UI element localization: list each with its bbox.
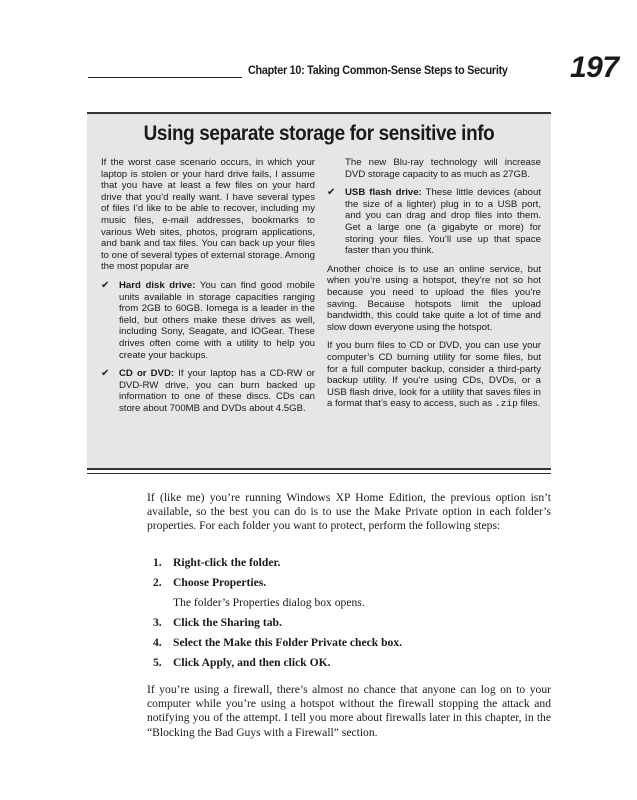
online-service-paragraph: Another choice is to use an online service, but when you’re using a hotspot, they’re not so hot because you need to upload the files you’re saving. Because hotspots limit the upload bandwidth, this could take quite a lot of time and slow down everyone using the hotspot. — [327, 263, 541, 333]
sidebar-right-column — [327, 157, 541, 417]
checkmark-icon: ✔ — [101, 368, 110, 380]
bullet-term: Hard disk drive: — [119, 279, 196, 291]
bullet-term: USB flash drive: — [345, 187, 422, 199]
bullet-hard-disk — [101, 280, 315, 361]
step-item — [153, 613, 553, 633]
steps-list — [153, 553, 553, 673]
sidebar-intro: If the worst case scenario occurs, in which your laptop is stolen or your hard drive fails, I assume that you have at least a few files on your hard drive that you’d really want. I have several types of files I’d like to be able to recover, including my music files, e-mail addresses, bookmarks to various Web sites, photos, program applications, and bank and tax files. You can back up your files to one of several types of external storage. Among the most popular are — [101, 157, 315, 273]
bullet-usb — [327, 187, 541, 257]
step-label: Click the Sharing tab. — [173, 616, 282, 629]
bullet-term: CD or DVD: — [119, 368, 175, 380]
burn-text-end: files. — [520, 398, 541, 410]
step-number: 5. — [153, 656, 162, 669]
step-item — [153, 573, 553, 593]
page-number: 197 — [570, 51, 619, 84]
checkmark-icon: ✔ — [101, 279, 110, 291]
step-label: Click Apply, and then click OK. — [173, 656, 331, 669]
zip-code: .zip — [494, 398, 518, 410]
step-label: Right-click the folder. — [173, 556, 281, 569]
sidebar-title: Using separate storage for sensitive info — [143, 122, 495, 145]
step-item — [153, 553, 553, 573]
step-number: 1. — [153, 556, 162, 569]
bullet-text: If your laptop has a CD-RW or DVD-RW drive, you can burn backed up information to one of these discs. CDs can store about 700MB and DVDs about 4.5GB. — [119, 368, 316, 414]
step-item — [153, 633, 553, 653]
step-number: 4. — [153, 636, 162, 649]
checkmark-icon: ✔ — [327, 187, 336, 199]
bullet-text: You can find good mobile units available in storage capacities ranging from 2GB to 60GB. Iomega is a leader in the field, but others make these drives as well, including Sony, Seagate, and IOGear. These drives often come with a utility to help you create your backups. — [119, 279, 316, 361]
bluray-continuation: The new Blu-ray technology will increase DVD storage capacity to as much as 27GB. — [345, 157, 541, 180]
sidebar-box — [87, 112, 551, 470]
header-rule — [88, 77, 242, 78]
burn-text: If you burn files to CD or DVD, you can use your computer’s CD burning utility for some files, but for a full computer backup, consider a third-party backup utility. If you’re using CDs, DVDs, or a USB flash drive, look for a utility that saves files in a format that’s easy to access, such as — [327, 340, 541, 410]
step-item — [153, 653, 553, 673]
step-number: 3. — [153, 616, 162, 629]
step-label: Select the Make this Folder Private check box. — [173, 636, 403, 649]
step-label: Choose Properties. — [173, 576, 267, 589]
bullet-text: These little devices (about the size of a lighter) plug in to a USB port, and you can drag and drop files into them. Get a large one (a gigabyte or more) for storing your files. You’ll use up that space faster than you think. — [345, 187, 541, 257]
chapter-title: Chapter 10: Taking Common-Sense Steps to Security — [248, 63, 508, 77]
step-note: The folder’s Properties dialog box opens. — [173, 596, 365, 609]
step-number: 2. — [153, 576, 162, 589]
burn-paragraph — [327, 340, 541, 410]
closing-paragraph: If you’re using a firewall, there’s almost no chance that anyone can log on to your computer while you’re using a hotspot without the firewall stopping the attack and notifying you of the attempt. I tell you more about firewalls later in this chapter, in the “Blocking the Bad Guys with a Firewall” section. — [147, 683, 551, 739]
sidebar-left-column — [101, 157, 315, 421]
bullet-cd-dvd — [101, 368, 315, 414]
intro-paragraph: If (like me) you’re running Windows XP Home Edition, the previous option isn’t available, so the best you can do is to use the Make Private option in each folder’s properties. For each folder you want to protect, perform the following steps: — [147, 491, 551, 533]
